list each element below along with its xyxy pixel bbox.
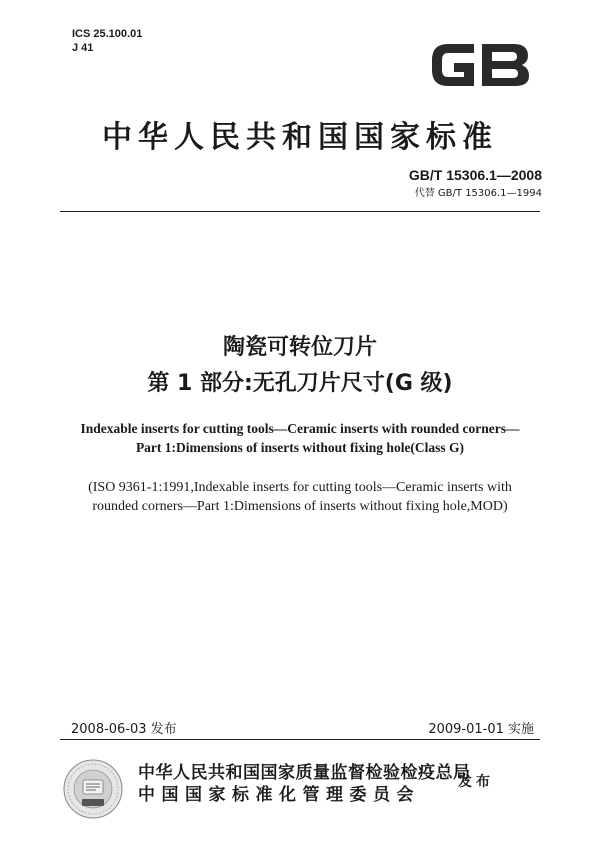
authority-aqsiq: 中华人民共和国国家质量监督检验检疫总局 [138,763,471,783]
page-title: 中华人民共和国国家标准 [102,120,498,155]
publish-label: 发布 [458,774,494,790]
iso-reference-line2: rounded corners—Part 1:Dimensions of inserts without fixing hole,MOD) [92,499,508,514]
authority-sac: 中国国家标准化管理委员会 [138,785,420,805]
replaces-standard: 代替 GB/T 15306.1—1994 [414,188,542,199]
implementation-date: 2009-01-01 实施 [428,722,534,737]
title-en-line2: Part 1:Dimensions of inserts without fixing hole(Class G) [135,440,465,455]
title-zh-line2: 第 1 部分:无孔刀片尺寸(G 级) [147,371,453,396]
ics-code: ICS 25.100.01 [72,28,143,40]
anti-counterfeit-seal-icon [62,758,124,820]
issue-date: 2008-06-03 发布 [71,722,177,737]
bottom-divider [60,739,540,740]
standard-number: GB/T 15306.1—2008 [408,167,542,183]
title-zh-line1: 陶瓷可转位刀片 [222,335,377,360]
ccs-code: J 41 [72,42,94,54]
iso-reference-line1: (ISO 9361-1:1991,Indexable inserts for cutting tools—Ceramic inserts with [88,480,512,495]
gb-logo-icon [426,36,534,94]
title-en-line1: Indexable inserts for cutting tools—Ceramic inserts with rounded corners— [80,421,520,436]
top-divider [60,211,540,212]
